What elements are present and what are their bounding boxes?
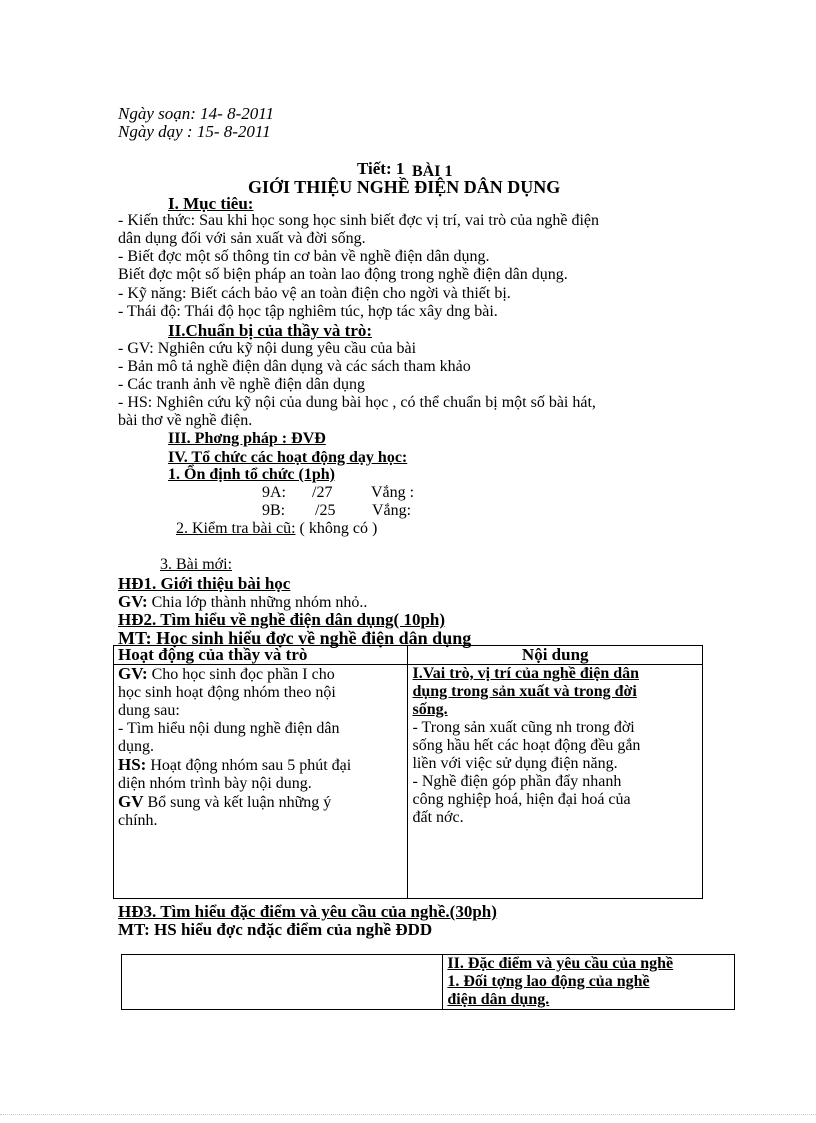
page-bottom-border [0,1114,816,1115]
old-lesson-value: ( không có ) [295,520,378,537]
objective-line: - Thái độ: Thái độ học tập nghiêm túc, hợp tác xây dng bài. [118,303,498,320]
activity-line: chính. [118,812,158,829]
activity-line: - Tìm hiểu nội dung nghề điện dân [118,720,340,737]
hd3-heading: HĐ3. Tìm hiểu đặc điểm và yêu cầu của nghề.(30ph) [118,902,497,921]
content-line: - Nghề điện góp phần đẩy nhanh [412,773,622,790]
hd3-content-line: 1. Đối tợng lao động của nghề [447,973,650,990]
preparation-line: - Các tranh ảnh về nghề điện dân dụng [118,376,366,393]
period-label: Tiết: 1 [357,159,405,178]
date-prepared: Ngày soạn: 14- 8-2011 [118,104,274,123]
class-b-absent: Vắng: [372,502,412,519]
col1-header: Hoạt động của thầy và trò [114,646,408,665]
activity-role: GV: [118,664,148,683]
date-taught: Ngày dạy : 15- 8-2011 [118,122,271,141]
teacher-student-activities [114,665,408,899]
hd3-activity-cell [122,955,443,1010]
class-a-count: /27 [312,484,333,501]
hd1-gv-text: Chia lớp thành những nhóm nhỏ.. [147,594,368,611]
new-lesson-step: 3. Bài mới: [160,556,233,573]
method-heading: III. Phơng pháp : ĐVĐ [168,430,326,447]
content-cell [408,665,703,899]
hd3-content-cell [443,955,735,1010]
gv-label: GV: [118,592,148,611]
content-line: sống hầu hết các hoạt động đều gắn [412,737,641,754]
class-a-absent: Vắng : [371,484,415,501]
content-heading-line: dụng trong sản xuất và trong đời [412,683,637,700]
hd2-heading: HĐ2. Tìm hiểu về nghề điện dân dụng( 10ph) [118,610,446,629]
stabilize-step: 1. Ổn định tổ chức (1ph) [168,466,335,483]
objective-line: dân dụng đối với sản xuất và đời sống. [118,230,366,247]
old-lesson-check [176,520,377,538]
hd1-gv-line [118,592,367,612]
activity-text: Hoạt động nhóm sau 5 phút đại [146,757,352,774]
objective-line: - Kiến thức: Sau khi học song học sinh biết đợc vị trí, vai trò của nghề điện [118,212,600,229]
col2-header: Nội dung [408,646,703,665]
content-heading-line: sống. [412,701,448,718]
activity-line [118,793,403,812]
content-line: liền với việc sử dụng điện năng. [412,755,618,772]
activity-line: diện nhóm trình bày nội dung. [118,775,312,792]
activity-line: học sinh hoạt động nhóm theo nội [118,684,336,701]
objective-line: - Biết đợc một số thông tin cơ bản về nghề điện dân dụng. [118,248,490,265]
activities-heading: IV. Tổ chức các hoạt động dạy học: [168,449,408,466]
hd3-content-line: II. Đặc điểm và yêu cầu của nghề [447,955,674,972]
content-line: - Trong sản xuất cũng nh trong đời [412,719,635,736]
content-line: đất nớc. [412,809,464,826]
content-line: công nghiệp hoá, hiện đại hoá của [412,791,631,808]
objective-line: Biết đợc một số biện pháp an toàn lao động trong nghề điện dân dụng. [118,266,568,283]
activity-role: HS: [118,755,147,774]
activity-line [118,665,403,684]
preparation-line: - HS: Nghiên cứu kỹ nội của dung bài học , có thể chuẩn bị một số bài hát, [118,394,596,411]
activity-line: dung sau: [118,702,180,719]
activity-line [118,756,403,775]
old-lesson-label: 2. Kiểm tra bài cũ: [176,520,296,537]
hd3-goal: MT: HS hiểu đợc nđặc điểm của nghề ĐDD [118,920,433,939]
class-b-name: 9B: [262,502,286,519]
preparation-line: - Bản mô tả nghề điện dân dụng và các sách tham khảo [118,358,471,375]
hd2-table [113,645,703,899]
hd3-table [121,954,735,1010]
class-a-name: 9A: [262,484,286,501]
hd2-goal: MT: Học sinh hiểu đợc về nghề điện dân dụng [118,628,472,648]
content-heading-line: I.Vai trò, vị trí của nghề điện dân [412,665,640,682]
unit-label: BÀI 1 [412,163,453,180]
activity-role: GV [118,792,144,811]
preparation-line: bài thơ về nghề điện. [118,412,253,429]
activity-text: Bổ sung và kết luận những ý [143,794,332,811]
hd3-content-line: điện dân dụng. [447,991,550,1008]
lesson-title: GIỚI THIỆU NGHỀ ĐIỆN DÂN DỤNG [248,177,561,197]
hd1-heading: HĐ1. Giới thiệu bài học [118,574,291,593]
activity-line: dụng. [118,738,154,755]
preparation-heading: II.Chuẩn bị của thầy và trò: [168,321,373,340]
objectives-heading: I. Mục tiêu: [168,194,254,213]
class-b-count: /25 [315,502,336,519]
preparation-line: - GV: Nghiên cứu kỹ nội dung yêu cầu của bài [118,340,417,357]
objective-line: - Kỹ năng: Biết cách bảo vệ an toàn điện cho ngời và thiết bị. [118,285,511,302]
activity-text: Cho học sinh đọc phần I cho [147,666,335,683]
